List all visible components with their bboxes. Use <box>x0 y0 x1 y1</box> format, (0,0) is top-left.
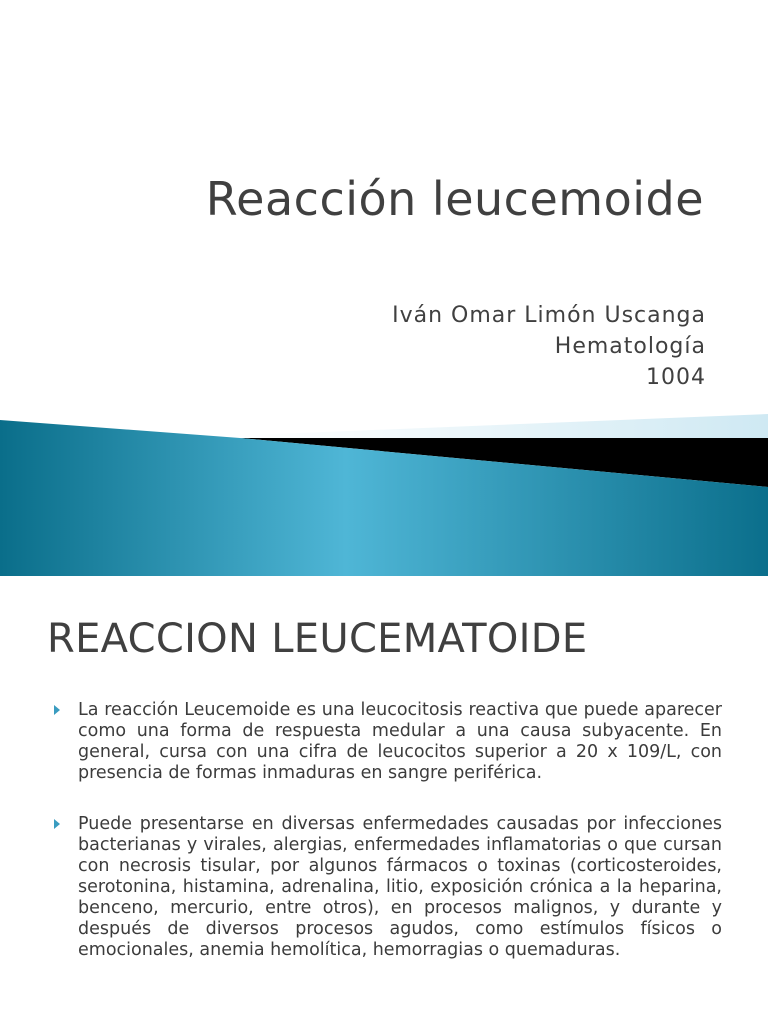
triangle-bullet-icon <box>54 819 60 829</box>
bullet-text: Puede presentarse en diversas enfermedades causadas por infecciones bacterianas y virales, alergias, enfermedades inflamatorias o que cursan con necrosis tisular, por algunos fármacos o toxinas (corticosteroides, serotonina, histamina, adrenalina, litio, exposición crónica a la heparina, benceno, mercurio, entre otros), en procesos malignos, y durante y después de diversos procesos agudos, como estímulos físicos o emocionales, anemia hemolítica, hemorragias o quemaduras. <box>78 814 722 960</box>
band-pale-stripe <box>250 414 768 438</box>
slide-subtitle <box>392 300 706 393</box>
decorative-wave-band <box>0 405 768 576</box>
bullet-text: La reacción Leucemoide es una leucocitosis reactiva que puede aparecer como una forma de respuesta medular a una causa subyacente. En general, cursa con una cifra de leucocitos superior a 20 x 109/L, con presencia de formas inmaduras en sangre periférica. <box>78 700 722 783</box>
slide-heading: REACCION LEUCEMATOIDE <box>47 616 588 662</box>
slide-title: Reacción leucemoide <box>205 172 704 226</box>
group-number: 1004 <box>646 365 706 390</box>
bullet-item <box>54 814 722 961</box>
course-name: Hematología <box>554 334 706 359</box>
bullet-list <box>54 700 722 991</box>
triangle-bullet-icon <box>54 705 60 715</box>
author-name: Iván Omar Limón Uscanga <box>392 303 706 328</box>
bullet-item <box>54 700 722 784</box>
content-slide <box>0 576 768 1024</box>
